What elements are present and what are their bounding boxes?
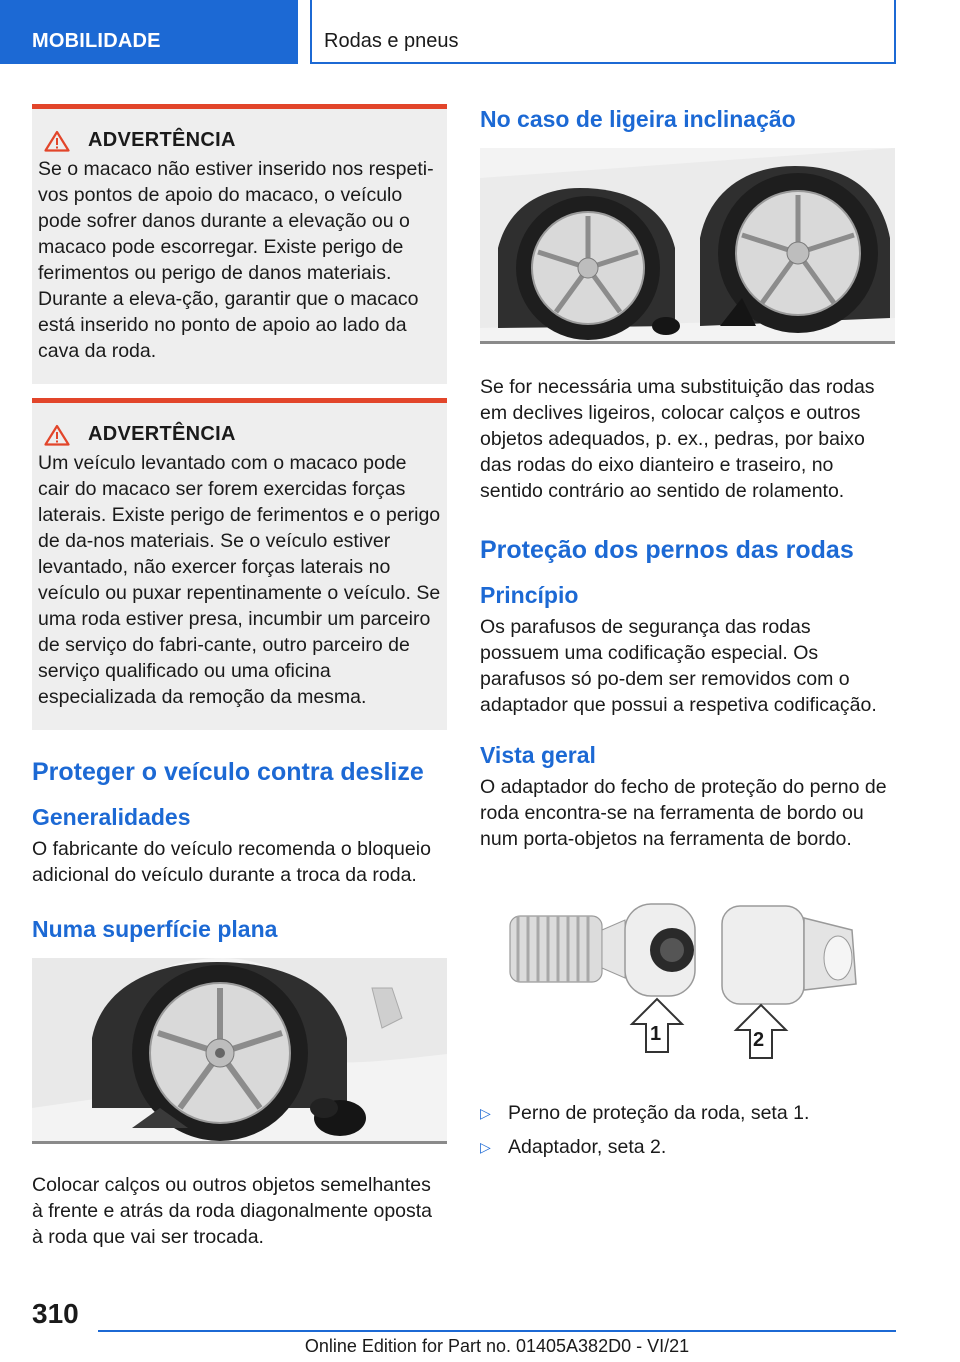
arrow-label-2: 2 — [753, 1029, 765, 1051]
warning-header — [38, 423, 441, 446]
list-item — [480, 1134, 895, 1160]
page-number: 310 — [32, 1298, 79, 1329]
warning-box-2 — [32, 398, 447, 730]
list-item-text: Adaptador, seta 2. — [508, 1136, 667, 1158]
figure-flat-surface — [32, 958, 447, 1144]
section-tab: MOBILIDADE — [0, 0, 298, 64]
triangle-bullet-icon: ▷ — [480, 1139, 491, 1155]
list-item — [480, 1100, 895, 1126]
warning-triangle-icon — [44, 424, 70, 446]
triangle-bullet-icon: ▷ — [480, 1105, 491, 1121]
subheading-flat-surface: Numa superfície plana — [32, 916, 278, 942]
figure-slope — [480, 148, 895, 344]
figure-bolt-adapter — [480, 874, 895, 1086]
arrow-label-1: 1 — [650, 1023, 662, 1045]
section-heading: Proteger o veículo contra deslize — [32, 758, 424, 786]
edition-footer: Online Edition for Part no. 01405A382D0 - VI/21 — [304, 1336, 690, 1356]
footer-divider — [98, 1330, 896, 1332]
right-column — [480, 104, 895, 1168]
subheading-overview: Vista geral — [480, 742, 596, 768]
list-item-text: Perno de proteção da roda, seta 1. — [508, 1102, 810, 1124]
paragraph-flat-surface: Colocar calços ou outros objetos semelhantes à frente e atrás da roda diagonalmente oposta à roda que vai ser trocada. — [32, 1174, 433, 1248]
car-wheel-chocks-illustration — [32, 958, 447, 1144]
paragraph-slope: Se for necessária uma substituição das rodas em declives ligeiros, colocar calços e outros objetos adequados, p. ex., pedras, por baixo das rodas do eixo dianteiro e traseiro, no sentido contrário ao sentido de rolamento. — [480, 376, 875, 502]
warning-text: Se o macaco não estiver inserido nos respeti-vos pontos de apoio do macaco, o veículo pode sofrer danos durante a elevação ou o macaco pode escorregar. Existe perigo de ferimentos ou perigo de danos materiais. Durante a eleva-ção, garantir que o macaco está inserido no ponto de apoio ao lado da cava da roda. — [38, 158, 434, 362]
warning-text: Um veículo levantado com o macaco pode cair do macaco ser forem exercidas forças laterais. Existe perigo de ferimentos e o perigo de da-nos materiais. Se o veículo estiver levantado, não exercer forças laterais no veículo ou puxar repentinamente o veículo. Se uma roda estiver presa, incumbir um parceiro de serviço do fabri-cante, outro parceiro de serviço qualificado ou uma oficina especializada da remoção da mesma. — [38, 452, 441, 708]
warning-header — [38, 129, 441, 152]
subheading-generalidades: Generalidades — [32, 804, 191, 830]
subheading-principle: Princípio — [480, 582, 579, 608]
warning-title: ADVERTÊNCIA — [88, 129, 236, 151]
warning-box-1 — [32, 104, 447, 384]
warning-triangle-icon — [44, 130, 70, 152]
left-column — [32, 104, 447, 1250]
paragraph-principle: Os parafusos de segurança das rodas possuem uma codificação especial. Os parafusos só po-dem ser removidos com o adaptador que possui a respetiva codificação. — [480, 616, 877, 716]
car-on-slope-illustration — [480, 148, 895, 344]
section-heading-bolt-protection: Proteção dos pernos das rodas — [480, 536, 854, 564]
warning-title: ADVERTÊNCIA — [88, 423, 236, 445]
chapter-title: Rodas e pneus — [312, 0, 896, 64]
paragraph-overview: O adaptador do fecho de proteção do perno de roda encontra-se na ferramenta de bordo ou num porta-objetos na ferramenta de bordo. — [480, 776, 887, 850]
figure-legend-list — [480, 1100, 895, 1160]
paragraph-generalidades: O fabricante do veículo recomenda o bloqueio adicional do veículo durante a troca da roda. — [32, 838, 431, 886]
bolt-and-adapter-illustration — [480, 874, 895, 1086]
subheading-slope: No caso de ligeira inclinação — [480, 106, 796, 132]
